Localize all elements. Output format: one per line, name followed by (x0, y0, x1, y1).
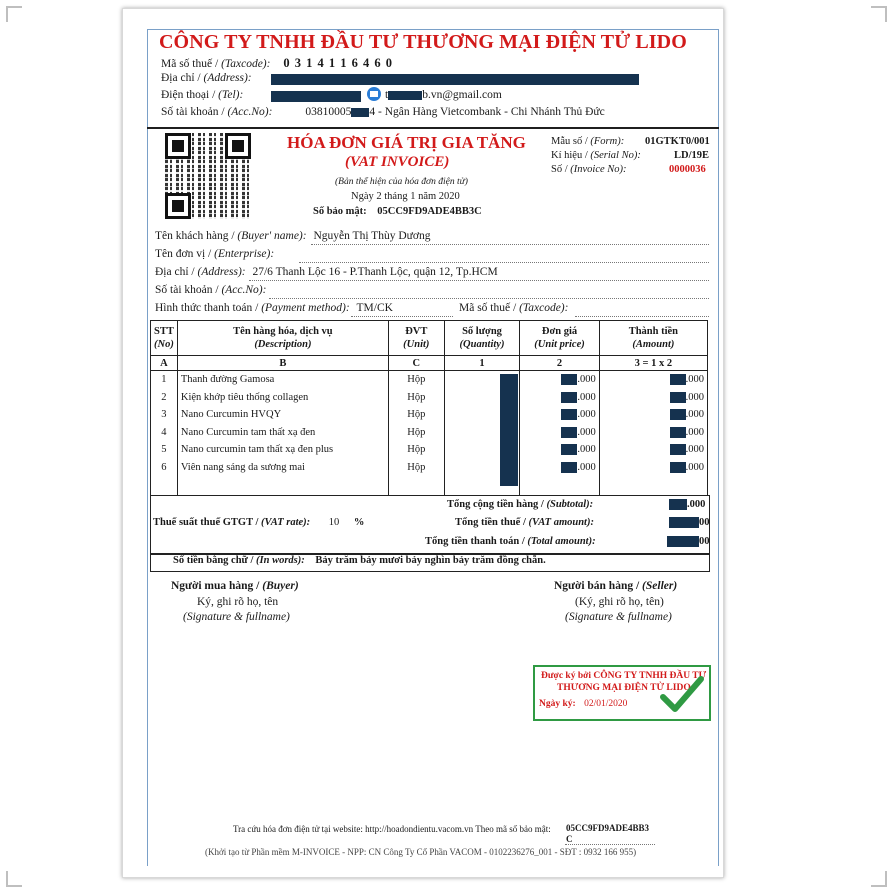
amount-text: .000 (685, 426, 704, 438)
vat-amount-value (669, 517, 710, 528)
acc-label-en: (Acc.No): (227, 106, 273, 118)
header-amount: Thành tiền (Amount) (599, 321, 707, 356)
qr-eye-bottom-left (165, 193, 191, 219)
row-amount (599, 424, 707, 442)
price-text: .000 (577, 444, 596, 456)
redacted-amount (670, 427, 686, 438)
company-name: CÔNG TY TNHH ĐẦU TƯ THƯƠNG MẠI ĐIỆN TỬ LIDO (159, 31, 687, 53)
company-taxcode-row (161, 56, 393, 71)
serial-row (551, 150, 641, 161)
frame-corner-top-left (6, 6, 22, 22)
tel-label-en: (Tel): (218, 89, 244, 101)
words-label-en: (In words): (256, 555, 305, 566)
vat-percent: % (353, 517, 365, 528)
buyer-acc-label-en: (Acc.No): (221, 284, 267, 296)
payment-method: TM/CK (356, 302, 393, 314)
vat-amount-text: 00 (699, 517, 710, 528)
subtotal-row (447, 499, 593, 510)
enterprise-label: Tên đơn vị / (155, 248, 215, 260)
form-label-en: (Form): (590, 136, 625, 147)
redacted-amount (670, 409, 686, 420)
redacted-quantities (500, 374, 518, 486)
seller-sign-sub-en: (Signature & fullname) (565, 611, 672, 623)
header-unit: ĐVT (Unit) (388, 321, 444, 356)
invoice-title: HÓA ĐƠN GIÁ TRỊ GIA TĂNG (287, 133, 526, 152)
form-value: 01GTKT0/001 (645, 136, 710, 147)
buyer-taxcode-label-en: (Taxcode): (519, 302, 569, 314)
row-unit-price (520, 389, 599, 407)
frame-corner-top-right (871, 6, 887, 22)
row-description: Viên nang sáng da sương mai (177, 459, 388, 477)
redacted-price (561, 392, 577, 403)
buyer-name-label: Tên khách hàng / (155, 230, 238, 242)
redacted-price (561, 427, 577, 438)
security-label: Số bảo mật: (313, 206, 367, 217)
redacted-price (561, 409, 577, 420)
price-text: .000 (577, 374, 596, 386)
table-row (151, 406, 708, 424)
checkmark-icon (659, 675, 705, 715)
header-unit-price: Đơn giá (Unit price) (520, 321, 599, 356)
price-text: .000 (577, 426, 596, 438)
redacted-total (667, 536, 699, 547)
security-code: 05CC9FD9ADE4BB3C (377, 206, 482, 217)
buyer-taxcode-line (575, 316, 709, 317)
buyer-name: Nguyễn Thị Thùy Dương (313, 230, 431, 242)
footer-lookup: Tra cứu hóa đơn điện tử tại website: http://hoadondientu.vacom.vn Theo mã số bảo mật: (233, 824, 551, 834)
table-row (151, 389, 708, 407)
amount-text: .000 (685, 461, 704, 473)
table-column-letters (151, 356, 708, 371)
total-label: Tổng tiền thanh toán / (425, 536, 528, 547)
row-no: 5 (151, 441, 178, 459)
company-email: .vn@gmail.com (427, 89, 502, 101)
acc-prefix: 03810005 (305, 106, 352, 118)
words-value: Bảy trăm bảy mươi bảy nghìn bảy trăm đồng chẵn. (315, 555, 546, 566)
amount-text: .000 (685, 391, 704, 403)
frame-corner-bottom-left (6, 871, 22, 887)
company-taxcode: 0 3 1 4 1 1 6 4 6 0 (283, 56, 393, 70)
serial-label: Kí hiệu / (551, 150, 591, 161)
security-row (313, 206, 482, 217)
row-amount (599, 459, 707, 477)
subtotal-label: Tổng cộng tiền hàng / (447, 499, 547, 510)
buyer-sign-sub-en: (Signature & fullname) (183, 611, 290, 623)
row-no: 6 (151, 459, 178, 477)
address-label: Địa chỉ / (161, 72, 204, 84)
redacted-account (351, 108, 369, 117)
taxcode-label: Mã số thuế / (161, 58, 222, 70)
acc-label: Số tài khoản / (161, 106, 228, 118)
row-description: Nano curcumin tam thất xạ đen plus (177, 441, 388, 459)
vat-rate: 10 (328, 517, 340, 528)
buyer-address: 27/6 Thanh Lộc 16 - P.Thanh Lộc, quận 12, Tp.HCM (252, 266, 498, 278)
buyer-sign-sub: Ký, ghi rõ họ, tên (197, 596, 279, 608)
letter-c: C (388, 356, 444, 371)
serial-value: LD/19E (674, 150, 710, 161)
company-tel-row (161, 89, 243, 101)
payment-row (155, 302, 393, 314)
row-no: 2 (151, 389, 178, 407)
row-unit: Hộp (388, 441, 444, 459)
seller-sign-sub: (Ký, ghi rõ họ, tên) (575, 596, 664, 608)
footer-code-line (565, 844, 655, 845)
stamp-date-label: Ngày ký: (539, 699, 576, 709)
redacted-amount (670, 392, 686, 403)
row-amount (599, 406, 707, 424)
table-row (151, 459, 708, 477)
buyer-account-line (269, 298, 709, 299)
redacted-subtotal (669, 499, 687, 510)
address-label-en: (Address): (203, 72, 252, 84)
vat-rate-label-en: (VAT rate): (261, 517, 311, 528)
redacted-price (561, 462, 577, 473)
header-divider (147, 127, 719, 129)
buyer-name-row (155, 230, 430, 242)
table-row (151, 441, 708, 459)
company-email-row (385, 89, 502, 101)
qr-eye-top-left (165, 133, 191, 159)
buyer-address-line (249, 280, 709, 281)
row-amount (599, 441, 707, 459)
row-unit: Hộp (388, 406, 444, 424)
subtotal-label-en: (Subtotal): (546, 499, 594, 510)
subtotal-text: .000 (687, 499, 706, 510)
header-no: STT (No) (151, 321, 178, 356)
digital-signature-stamp (533, 665, 711, 721)
buyer-address-label: Địa chỉ / (155, 266, 198, 278)
price-text: .000 (577, 461, 596, 473)
invoice-date: Ngày 2 tháng 1 năm 2020 (351, 191, 460, 202)
row-unit: Hộp (388, 371, 444, 389)
amount-text: .000 (685, 409, 704, 421)
redacted-email (388, 91, 422, 100)
vat-rate-row (153, 517, 364, 528)
redacted-amount (670, 444, 686, 455)
invoice-note: (Bản thể hiện của hóa đơn điện tử) (335, 177, 468, 187)
row-description: Thanh đường Gamosa (177, 371, 388, 389)
footer-code-2: C (566, 834, 573, 844)
vat-amount-row (455, 517, 594, 528)
acc-suffix: 4 - Ngân Hàng Vietcombank - Chi Nhánh Thủ Đức (369, 106, 605, 118)
row-description: Nano Curcumin tam thất xạ đen (177, 424, 388, 442)
items-table (150, 320, 708, 496)
stamp-date-row (539, 699, 627, 709)
total-row (425, 536, 596, 547)
enterprise-label-en: (Enterprise): (214, 248, 275, 260)
buyer-acc-label: Số tài khoản / (155, 284, 222, 296)
buyer-name-line (311, 244, 709, 245)
amount-text: .000 (685, 444, 704, 456)
letter-a: A (151, 356, 178, 371)
footer-provider: (Khởi tạo từ Phần mềm M-INVOICE - NPP: CN Công Ty Cổ Phần VACOM - 0102236276_001 - SĐT : 0932 166 955) (205, 847, 637, 857)
invoice-no-label-en: (Invoice No): (570, 164, 627, 175)
buyer-sign-title: Người mua hàng / (Buyer) (171, 580, 299, 592)
seller-sign-title: Người bán hàng / (Seller) (554, 580, 678, 592)
row-unit-price (520, 371, 599, 389)
item-rows (151, 371, 708, 477)
table-header-row (151, 321, 708, 356)
table-row (151, 424, 708, 442)
payment-line (351, 316, 453, 317)
header-description: Tên hàng hóa, dịch vụ (Description) (177, 321, 388, 356)
row-description: Nano Curcumin HVQY (177, 406, 388, 424)
total-value (667, 536, 710, 547)
buyer-account-row (155, 284, 266, 296)
enterprise-line (299, 262, 709, 263)
form-label: Mẫu số / (551, 136, 591, 147)
vat-amount-label-en: (VAT amount): (528, 517, 594, 528)
company-address-row (161, 72, 252, 84)
qr-eye-top-right (225, 133, 251, 159)
payment-label: Hình thức thanh toán / (155, 302, 262, 314)
stamp-line-2: THƯƠNG MẠI ĐIỆN TỬ LIDO (557, 683, 691, 693)
row-amount (599, 389, 707, 407)
redacted-amount (670, 374, 686, 385)
redacted-address (271, 74, 639, 85)
letter-b: B (177, 356, 388, 371)
buyer-name-label-en: (Buyer' name): (237, 230, 307, 242)
invoice-no-row (551, 164, 627, 175)
invoice-page (122, 8, 724, 878)
letter-1: 1 (444, 356, 520, 371)
stamp-date: 02/01/2020 (584, 699, 628, 709)
row-unit: Hộp (388, 389, 444, 407)
letter-2: 2 (520, 356, 599, 371)
buyer-address-row (155, 266, 498, 278)
row-unit-price (520, 459, 599, 477)
price-text: .000 (577, 391, 596, 403)
redacted-price (561, 374, 577, 385)
row-unit-price (520, 424, 599, 442)
invoice-no-value: 0000036 (669, 164, 706, 175)
amount-text: .000 (685, 374, 704, 386)
footer-code: 05CC9FD9ADE4BB3 (566, 823, 650, 833)
invoice-no-label: Số / (551, 164, 571, 175)
letter-formula: 3 = 1 x 2 (599, 356, 707, 371)
email-icon (367, 87, 381, 101)
table-filler-row (151, 476, 708, 496)
row-no: 3 (151, 406, 178, 424)
words-row (173, 555, 546, 566)
row-unit: Hộp (388, 459, 444, 477)
total-label-en: (Total amount): (527, 536, 596, 547)
form-row (551, 136, 624, 147)
redacted-price (561, 444, 577, 455)
frame-corner-bottom-right (871, 871, 887, 887)
payment-label-en: (Payment method): (261, 302, 350, 314)
redacted-amount (670, 462, 686, 473)
row-no: 1 (151, 371, 178, 389)
email-mid: b (422, 89, 428, 101)
vat-amount-label: Tổng tiền thuế / (455, 517, 529, 528)
row-unit-price (520, 441, 599, 459)
invoice-title-en: (VAT INVOICE) (345, 154, 450, 170)
total-text: 00 (699, 536, 710, 547)
buyer-enterprise-row (155, 248, 274, 260)
row-description: Kiện khớp tiêu thống collagen (177, 389, 388, 407)
buyer-address-label-en: (Address): (197, 266, 246, 278)
row-no: 4 (151, 424, 178, 442)
redacted-vat (669, 517, 699, 528)
vat-rate-label: Thuế suất thuế GTGT / (153, 517, 262, 528)
price-text: .000 (577, 409, 596, 421)
taxcode-label-en: (Taxcode): (221, 58, 271, 70)
redacted-phone (271, 91, 361, 102)
stamp-line-1: Được ký bởi CÔNG TY TNHH ĐẦU TƯ (541, 671, 707, 681)
row-unit-price (520, 406, 599, 424)
subtotal-value (669, 499, 705, 510)
table-row (151, 371, 708, 389)
words-label: Số tiền bằng chữ / (173, 555, 257, 566)
row-unit: Hộp (388, 424, 444, 442)
tel-label: Điện thoại / (161, 89, 219, 101)
company-account-row (161, 106, 605, 118)
serial-label-en: (Serial No): (590, 150, 641, 161)
buyer-taxcode-row (459, 302, 568, 314)
email-prefix: t (385, 89, 389, 101)
header-quantity: Số lượng (Quantity) (444, 321, 520, 356)
buyer-taxcode-label: Mã số thuế / (459, 302, 520, 314)
row-amount (599, 371, 707, 389)
